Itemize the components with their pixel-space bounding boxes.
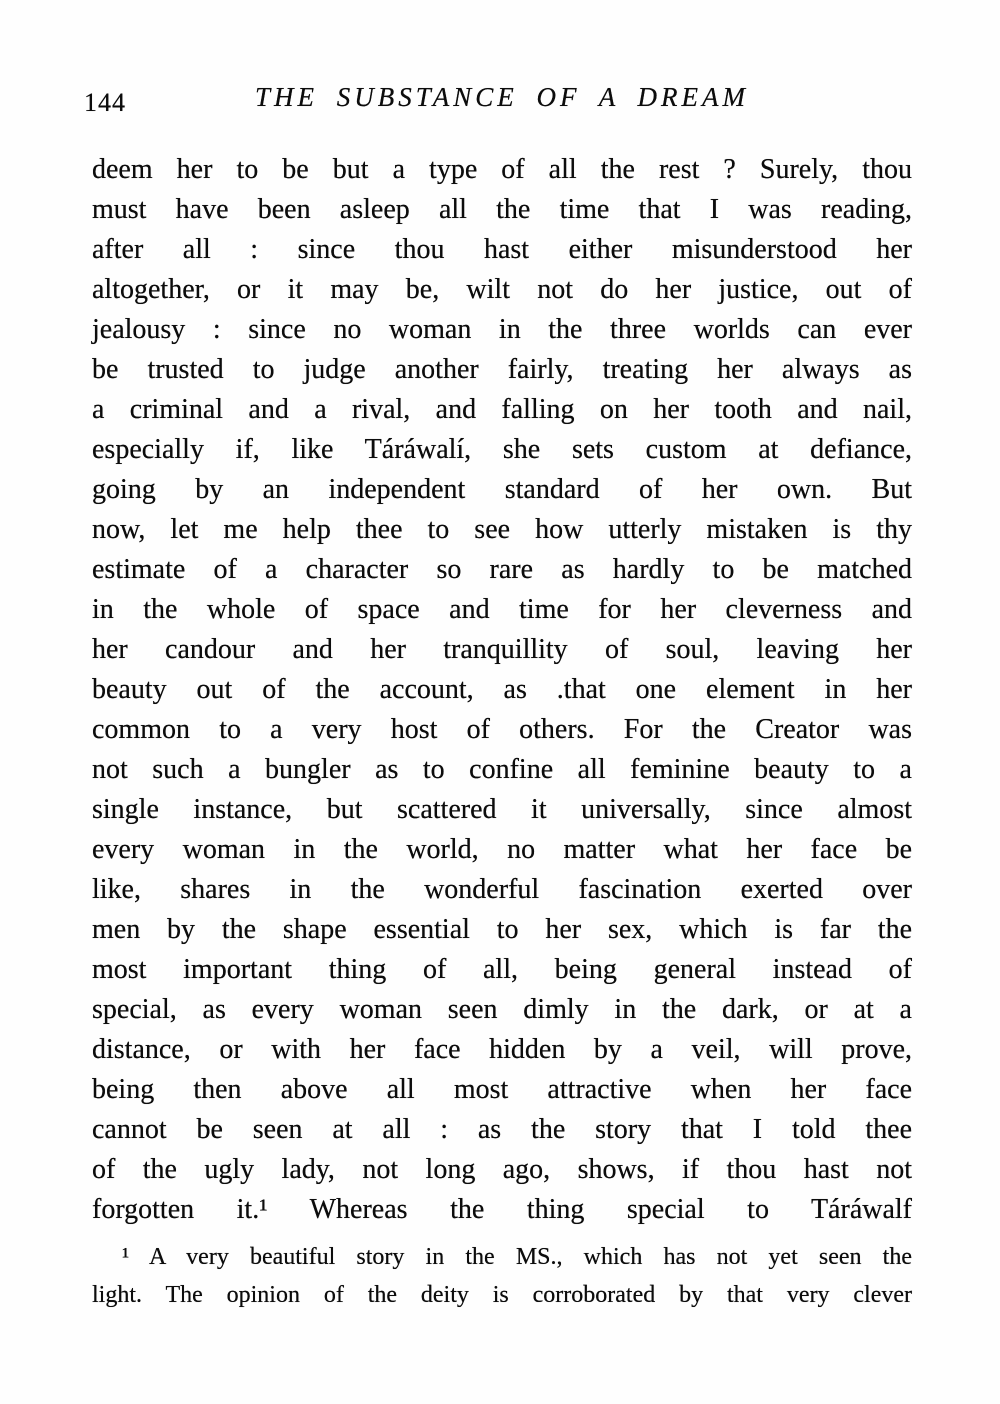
body-text [92, 150, 912, 1230]
body-text-line: forgotten it.¹ Whereas the thing special to Táráwalf [92, 1194, 912, 1225]
body-text-line: men by the shape essential to her sex, which is far the [92, 914, 912, 945]
body-text-line: now, let me help thee to see how utterly mistaken is thy [92, 514, 912, 545]
body-text-line: jealousy : since no woman in the three worlds can ever [92, 314, 912, 345]
running-title: THE SUBSTANCE OF A DREAM [255, 82, 749, 112]
body-text-line: distance, or with her face hidden by a veil, will prove, [92, 1034, 912, 1065]
body-text-line: altogether, or it may be, wilt not do her justice, out of [92, 274, 912, 305]
body-text-line: a criminal and a rival, and falling on her tooth and nail, [92, 394, 912, 425]
body-text-line: not such a bungler as to confine all feminine beauty to a [92, 754, 912, 785]
page-number: 144 [84, 88, 126, 117]
body-text-line: beauty out of the account, as .that one element in her [92, 674, 912, 705]
body-text-line: single instance, but scattered it universally, since almost [92, 794, 912, 825]
body-text-line: common to a very host of others. For the Creator was [92, 714, 912, 745]
body-text-line: must have been asleep all the time that I was reading, [92, 194, 912, 225]
body-text-line: most important thing of all, being general instead of [92, 954, 912, 985]
body-text-line: going by an independent standard of her own. But [92, 474, 912, 505]
footnote [92, 1238, 912, 1314]
body-text-line: every woman in the world, no matter what her face be [92, 834, 912, 865]
book-page [84, 0, 912, 1404]
body-text-line: her candour and her tranquillity of soul, leaving her [92, 634, 912, 665]
body-text-line: special, as every woman seen dimly in the dark, or at a [92, 994, 912, 1025]
footnote-line: ¹ A very beautiful story in the MS., which has not yet seen the [122, 1244, 912, 1270]
body-text-line: estimate of a character so rare as hardly to be matched [92, 554, 912, 585]
body-text-line: being then above all most attractive when her face [92, 1074, 912, 1105]
body-text-line: like, shares in the wonderful fascination exerted over [92, 874, 912, 905]
body-text-line: deem her to be but a type of all the rest ? Surely, thou [92, 154, 912, 185]
body-text-line: after all : since thou hast either misunderstood her [92, 234, 912, 265]
body-text-line: especially if, like Táráwalí, she sets custom at defiance, [92, 434, 912, 465]
page-header [84, 82, 912, 118]
footnote-line: light. The opinion of the deity is corroborated by that very clever [92, 1282, 912, 1308]
body-text-line: in the whole of space and time for her cleverness and [92, 594, 912, 625]
body-text-line: be trusted to judge another fairly, treating her always as [92, 354, 912, 385]
body-text-line: of the ugly lady, not long ago, shows, if thou hast not [92, 1154, 912, 1185]
body-text-line: cannot be seen at all : as the story that I told thee [92, 1114, 912, 1145]
